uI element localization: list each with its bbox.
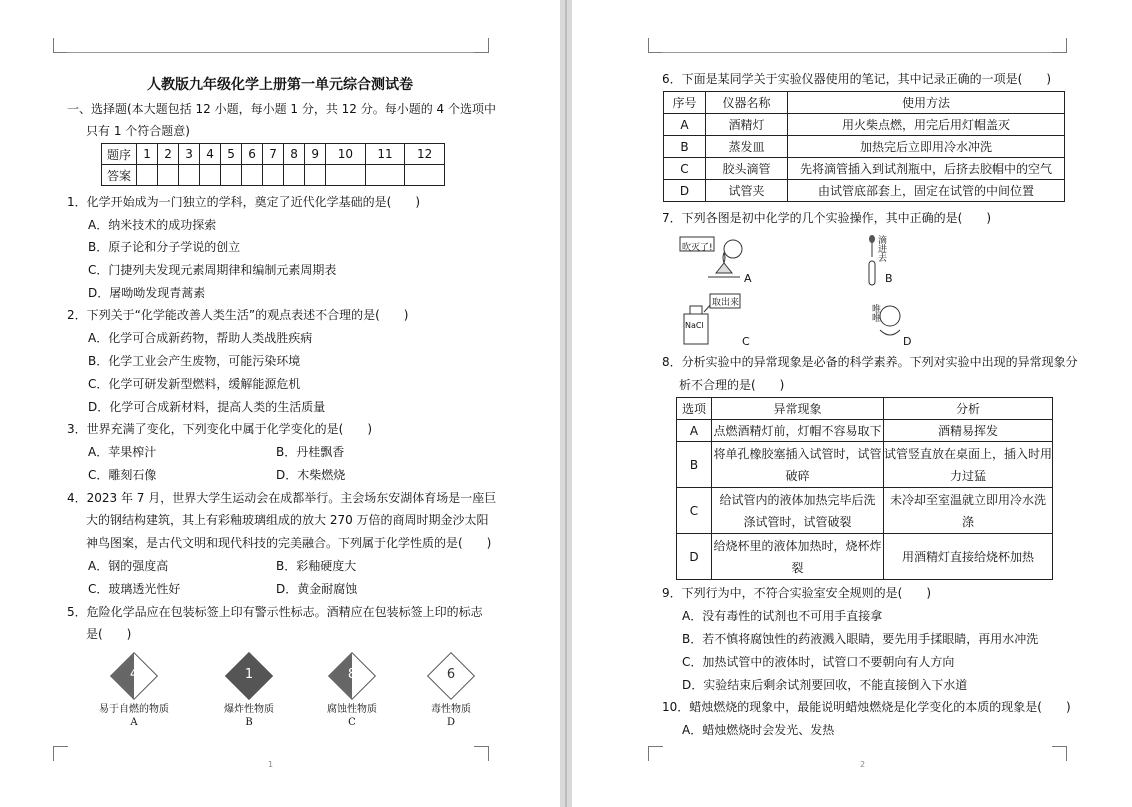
table-row — [677, 488, 1053, 534]
table-row — [677, 442, 1053, 488]
option: D．屠呦呦发现青蒿素 — [88, 286, 206, 300]
answer-number: 1 — [137, 144, 158, 165]
cell-line: 酒精易挥发 — [937, 424, 998, 438]
bottle-label: NaCl — [685, 321, 704, 330]
question-stem-cont: 析不合理的是( ) — [679, 378, 785, 392]
answer-number: 10 — [326, 144, 366, 165]
person-head-icon — [880, 306, 900, 326]
option: D．木柴燃烧 — [276, 468, 346, 482]
question-stem: 8．分析实验中的异常现象是必备的科学素养。下列对实验中出现的异常现象分 — [662, 355, 1078, 369]
section-heading: 一、选择题(本大题包括 12 小题，每小题 1 分，共 12 分。每小题的 4 个选项中 — [67, 102, 497, 116]
bubble-text: 取出来 — [712, 298, 740, 308]
table-header: 序号 — [664, 92, 706, 114]
document-page-2 — [572, 0, 1132, 807]
cell-line: 用酒精灯直接给烧杯加热 — [901, 550, 1034, 564]
answer-cell[interactable] — [263, 165, 284, 186]
table-cell: 试管夹 — [706, 180, 788, 202]
table-cell — [884, 488, 1053, 534]
bottle-neck — [690, 306, 702, 314]
table-cell: 用火柴点燃，用完后用灯帽盖灭 — [788, 114, 1065, 136]
table-cell: D — [677, 534, 712, 580]
option: B．丹桂飘香 — [276, 445, 345, 459]
answer-number: 6 — [242, 144, 263, 165]
option: C．化学可研发新型燃料，缓解能源危机 — [88, 377, 301, 391]
answer-number: 12 — [405, 144, 445, 165]
question-stem: 5．危险化学品应在包装标签上印有警示性标志。酒精应在包装标签上印的标志 — [67, 605, 483, 619]
sign-caption: 腐蚀性物质 — [327, 704, 377, 715]
option: A．纳米技术的成功探索 — [88, 218, 217, 232]
cell-line: 给试管内的液体加热完毕后洗 — [719, 492, 876, 507]
figure-label: A — [744, 272, 752, 285]
option: A．钢的强度高 — [88, 559, 169, 573]
sign-number: 1 — [244, 667, 254, 682]
page-title: 人教版九年级化学上册第一单元综合测试卷 — [147, 77, 413, 93]
answer-table — [101, 143, 445, 186]
answer-number: 4 — [200, 144, 221, 165]
shoulder-line — [880, 330, 900, 335]
question-stem: 6．下面是某同学关于实验仪器使用的笔记，其中记录正确的一项是( ) — [662, 72, 1052, 86]
table-row — [664, 158, 1065, 180]
answer-number: 5 — [221, 144, 242, 165]
table-cell — [712, 420, 884, 442]
cell-line: 未冷却至室温就立即用冷水洗 — [889, 492, 1046, 507]
sign-letter: C — [348, 717, 356, 728]
sign-number: 6 — [446, 667, 456, 682]
figure-label: C — [742, 335, 750, 348]
table-cell: C — [677, 488, 712, 534]
table-cell: 蒸发皿 — [706, 136, 788, 158]
cell-line: 涤试管时，试管破裂 — [743, 514, 852, 529]
person-head-icon — [724, 240, 742, 258]
page-number: 2 — [860, 760, 866, 769]
option: C．玻璃透光性好 — [88, 582, 181, 596]
answer-cell[interactable] — [200, 165, 221, 186]
table-cell: 先将滴管插入到试剂瓶中，后挤去胶帽中的空气 — [788, 158, 1065, 180]
answer-number: 3 — [179, 144, 200, 165]
table-cell: A — [677, 420, 712, 442]
answer-cell[interactable] — [221, 165, 242, 186]
table-cell: A — [664, 114, 706, 136]
table-cell: 由试管底部套上，固定在试管的中间位置 — [788, 180, 1065, 202]
question-stem: 7．下列各图是初中化学的几个实验操作，其中正确的是( ) — [662, 211, 992, 225]
sign-number: 4 — [129, 667, 139, 682]
option: C．加热试管中的液体时，试管口不要朝向有人方向 — [682, 655, 955, 669]
question-stem-cont: 是( ) — [86, 627, 132, 641]
question-stem: 1．化学开始成为一门独立的学科，奠定了近代化学基础的是( ) — [67, 195, 421, 209]
hazard-sign-a — [89, 655, 179, 729]
table-cell: C — [664, 158, 706, 180]
table-cell — [712, 488, 884, 534]
dropper-bulb-icon — [869, 235, 875, 243]
sign-number: 8 — [347, 667, 357, 682]
question-stem: 3．世界充满了变化，下列变化中属于化学变化的是( ) — [67, 422, 373, 436]
crop-mark — [1052, 746, 1067, 761]
sign-caption: 毒性物质 — [431, 704, 471, 715]
cell-line: 裂 — [791, 560, 804, 575]
sign-letter: A — [130, 717, 138, 728]
option: A．化学可合成新药物，帮助人类战胜疾病 — [88, 331, 313, 345]
option: A．苹果榨汁 — [88, 445, 157, 459]
option: D．化学可合成新材料，提高人类的生活质量 — [88, 400, 326, 414]
crop-mark — [648, 746, 663, 761]
flame-icon — [723, 253, 725, 263]
option: B．若不慎将腐蚀性的药液溅入眼睛，要先用手揉眼睛，再用水冲洗 — [682, 632, 1039, 646]
option: D．实验结束后剩余试剂要回收，不能直接倒入下水道 — [682, 678, 968, 692]
alcohol-lamp-icon — [716, 263, 732, 273]
document-page-1 — [0, 0, 560, 807]
hazard-sign-c — [307, 655, 397, 729]
table-row — [664, 114, 1065, 136]
answer-cell[interactable] — [305, 165, 326, 186]
table-header: 分析 — [884, 398, 1053, 420]
answer-number: 11 — [365, 144, 405, 165]
section-heading-cont: 只有 1 个符合题意) — [86, 124, 190, 138]
table-cell: B — [664, 136, 706, 158]
crop-mark — [474, 746, 489, 761]
table-cell — [884, 442, 1053, 488]
answer-number: 8 — [284, 144, 305, 165]
bubble-text: 吹灭了! — [682, 243, 713, 253]
cell-line: 给烧杯里的液体加热时，烧杯炸 — [713, 538, 882, 553]
question-stem: 2．下列关于“化学能改善人类生活”的观点表述不合理的是( ) — [67, 308, 409, 322]
answer-cell[interactable] — [137, 165, 158, 186]
question-stem: 9．下列行为中，不符合实验室安全规则的是( ) — [662, 586, 931, 600]
answer-table-label: 答案 — [102, 165, 137, 186]
answer-number: 2 — [158, 144, 179, 165]
sign-caption: 易于自燃的物质 — [99, 704, 169, 715]
table-header: 使用方法 — [788, 92, 1065, 114]
answer-cell[interactable] — [284, 165, 305, 186]
option: B．原子论和分子学说的创立 — [88, 240, 241, 254]
crop-mark — [53, 38, 68, 53]
answer-cell[interactable] — [179, 165, 200, 186]
answer-cell[interactable] — [365, 165, 405, 186]
cell-line: 点燃酒精灯前，灯帽不容易取下 — [713, 424, 882, 438]
table-row — [664, 136, 1065, 158]
crop-mark — [53, 746, 68, 761]
option: A．没有毒性的试剂也不可用手直接拿 — [682, 609, 883, 623]
table-cell: D — [664, 180, 706, 202]
table-header: 选项 — [677, 398, 712, 420]
answer-cell[interactable] — [405, 165, 445, 186]
table-cell — [712, 534, 884, 580]
table-cell — [712, 442, 884, 488]
anomaly-table — [676, 397, 1053, 580]
sign-letter: B — [245, 717, 253, 728]
option: A．蜡烛燃烧时会发光、发热 — [682, 723, 835, 737]
cell-line: 试管竖直放在桌面上，插入时用 — [884, 446, 1053, 461]
sign-letter: D — [446, 717, 456, 728]
answer-number: 9 — [305, 144, 326, 165]
bubble-text: 滴进去 — [878, 236, 888, 264]
table-cell: B — [677, 442, 712, 488]
crop-mark — [648, 38, 663, 53]
option: B．彩釉硬度大 — [276, 559, 357, 573]
answer-number: 7 — [263, 144, 284, 165]
table-cell — [884, 420, 1053, 442]
cell-line: 力过猛 — [949, 468, 986, 483]
table-cell: 加热完后立即用冷水冲洗 — [788, 136, 1065, 158]
cell-line: 将单孔橡胶塞插入试管时，试管 — [713, 446, 882, 461]
header-rule — [67, 52, 474, 53]
table-header: 仪器名称 — [706, 92, 788, 114]
table-row — [677, 534, 1053, 580]
table-cell: 酒精灯 — [706, 114, 788, 136]
question-stem: 4．2023 年 7 月，世界大学生运动会在成都举行。主会场东安湖体育场是一座巨 — [67, 491, 497, 505]
cell-line: 涤 — [961, 514, 974, 529]
hazard-sign-b — [204, 655, 294, 729]
answer-table-header: 题序 — [102, 144, 137, 165]
table-cell: 胶头滴管 — [706, 158, 788, 180]
option: C．门捷列夫发现元素周期律和编制元素周期表 — [88, 263, 337, 277]
figure-label: B — [885, 272, 893, 285]
hazard-sign-d — [406, 655, 496, 729]
test-tube-icon — [869, 261, 875, 285]
option: D．黄金耐腐蚀 — [276, 582, 358, 596]
page-number: 1 — [268, 760, 274, 769]
sign-caption: 爆炸性物质 — [224, 704, 274, 715]
answer-cell[interactable] — [242, 165, 263, 186]
header-rule — [662, 52, 1052, 53]
crop-mark — [1052, 38, 1067, 53]
option: B．化学工业会产生废物，可能污染环境 — [88, 354, 301, 368]
question-stem-cont: 大的钢结构建筑，其上有彩釉玻璃组成的放大 270 万倍的商周时期金沙太阳 — [86, 513, 489, 527]
table-cell — [884, 534, 1053, 580]
table-row — [664, 180, 1065, 202]
question-stem-cont: 神鸟图案，是古代文明和现代科技的完美融合。下列属于化学性质的是( ) — [86, 536, 492, 550]
answer-cell[interactable] — [158, 165, 179, 186]
figure-label: D — [903, 335, 912, 348]
answer-cell[interactable] — [326, 165, 366, 186]
instrument-table — [663, 91, 1065, 202]
table-row — [677, 420, 1053, 442]
bubble-text: 唯唯 — [872, 305, 882, 324]
crop-mark — [474, 38, 489, 53]
page-divider — [565, 0, 567, 807]
question-stem: 10．蜡烛燃烧的现象中，最能说明蜡烛燃烧是化学变化的本质的现象是( ) — [662, 700, 1071, 714]
table-header: 异常现象 — [712, 398, 884, 420]
option: C．雕刻石像 — [88, 468, 157, 482]
cell-line: 破碎 — [785, 468, 810, 483]
